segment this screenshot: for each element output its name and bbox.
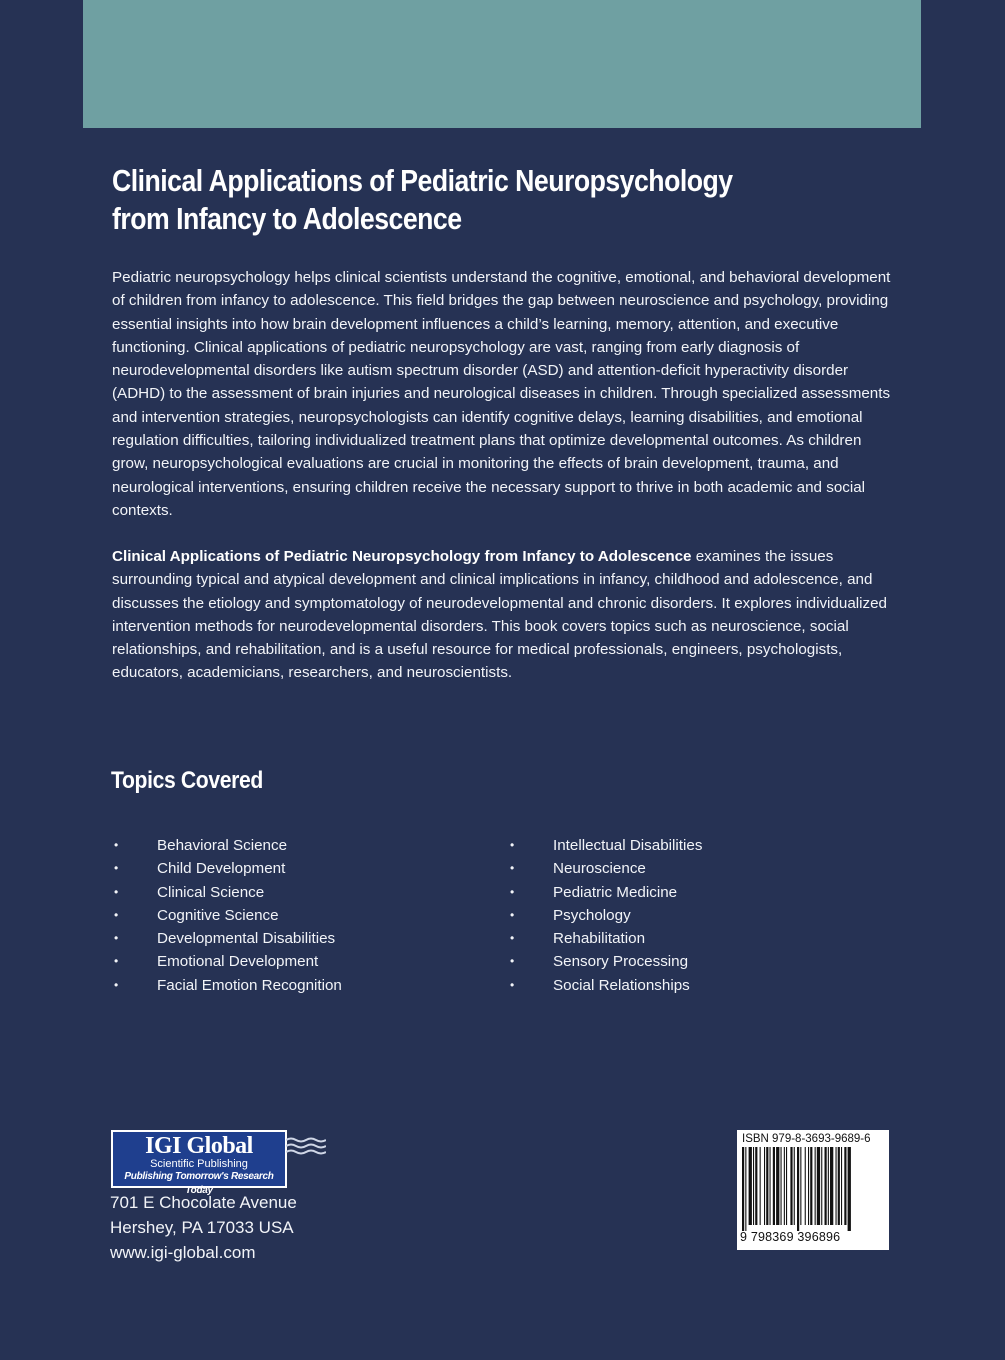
barcode-bar	[825, 1147, 827, 1225]
topics-list-column-1	[114, 834, 342, 997]
barcode-bar	[773, 1147, 775, 1225]
publisher-website: www.igi-global.com	[110, 1243, 256, 1262]
topic-label: Facial Emotion Recognition	[157, 976, 342, 994]
bullet: •	[510, 884, 515, 899]
topic-item	[510, 881, 702, 904]
isbn-label: ISBN 979-8-3693-9689-6	[742, 1133, 871, 1145]
topic-label: Psychology	[553, 906, 631, 924]
topic-item	[114, 950, 342, 973]
barcode-bar	[760, 1147, 761, 1225]
top-color-band	[83, 0, 921, 128]
barcode-bar	[753, 1147, 754, 1225]
bullet: •	[114, 884, 119, 899]
topic-label: Neuroscience	[553, 860, 646, 878]
bullet: •	[510, 931, 515, 946]
barcode-bar	[794, 1147, 795, 1225]
barcode-bar	[844, 1147, 846, 1225]
barcode-bar	[749, 1147, 752, 1225]
topic-label: Emotional Development	[157, 953, 319, 971]
topic-item	[510, 857, 702, 880]
description-paragraph-2	[112, 545, 892, 685]
topic-label: Clinical Science	[157, 883, 265, 901]
barcode-bar	[790, 1147, 792, 1225]
barcode-bar	[797, 1147, 799, 1231]
topic-item	[114, 974, 342, 997]
barcode-bar	[805, 1147, 806, 1225]
topic-item	[510, 974, 702, 997]
barcode-digits: 9 798369 396896	[740, 1230, 841, 1244]
topic-label: Cognitive Science	[157, 906, 279, 924]
barcode-bar	[830, 1147, 833, 1225]
barcode-bar	[784, 1147, 785, 1225]
barcode-bar	[838, 1147, 840, 1225]
topic-item	[114, 904, 342, 927]
topic-item	[510, 950, 702, 973]
barcode-bars	[742, 1147, 882, 1231]
barcode-bar	[800, 1147, 801, 1225]
barcode-bar	[776, 1147, 779, 1225]
description-paragraph-1: Pediatric neuropsychology helps clinical scientists understand the cognitive, emotional, and behavioral development of children from infancy to adolescence. This field bridges the gap between neuroscience and psychology, providing essential insights into how brain development influences a child’s learning, memory, attention, and executive functioning. Clinical applications of pediatric neuropsychology are vast, ranging from early diagnosis of neurodevelopmental disorders like autism spectrum disorder (ASD) and attention-deficit hyperactivity disorder (ADHD) to the assessment of brain injuries and neurological diseases in children. Through specialized assessments and intervention strategies, neuropsychologists can identify cognitive delays, learning disabilities, and emotional regulation difficulties, tailoring individualized treatment plans that optimize developmental outcomes. As children grow, neuropsychological evaluations are crucial in monitoring the effects of brain development, trauma, and neurological interventions, ensuring children receive the necessary support to thrive in both academic and social contexts.	[112, 269, 891, 519]
barcode-bar	[786, 1147, 787, 1225]
topic-item	[510, 834, 702, 857]
wave-icon	[286, 1136, 326, 1162]
igi-global-logo	[111, 1130, 287, 1196]
barcode-bar	[742, 1147, 744, 1231]
description-paragraph-2-text: examines the issues surrounding typical and atypical development and clinical implications in infancy, childhood and adolescence, and discusses the etiology and symptomatology of neurodevelopmental and chronic disorders. It explores individualized intervention methods for neurodevelopmental disorders. This book covers topics such as neuroscience, social relationships, and rehabilitation, and is a useful resource for medical professionals, engineers, psychologists, educators, academicians, researchers, and neuroscientists.	[112, 548, 887, 682]
barcode-bar	[755, 1147, 757, 1225]
topic-label: Rehabilitation	[553, 930, 646, 948]
topic-label: Social Relationships	[553, 976, 690, 994]
barcode-bar	[781, 1147, 782, 1225]
bullet: •	[510, 977, 515, 992]
topic-item	[114, 857, 342, 880]
logo-name: IGI Global	[145, 1133, 253, 1159]
book-title	[112, 162, 886, 238]
barcode-bar	[836, 1147, 837, 1225]
book-title-line-2: from Infancy to Adolescence	[112, 201, 462, 236]
bullet: •	[114, 838, 119, 852]
barcode-bar	[821, 1147, 822, 1225]
barcode-bar	[770, 1147, 771, 1225]
topic-label: Sensory Processing	[553, 953, 689, 971]
topics-list-column-2	[510, 834, 702, 997]
publisher-address	[110, 1190, 297, 1265]
topic-label: Behavioral Science	[157, 837, 288, 854]
book-title-inline: Clinical Applications of Pediatric Neuropsychology from Infancy to Adolescence	[112, 548, 692, 565]
barcode-bar	[848, 1147, 851, 1231]
topics-heading: Topics Covered	[111, 767, 263, 794]
topic-item	[114, 927, 342, 950]
barcode-bar	[810, 1147, 812, 1225]
topic-label: Child Development	[157, 860, 286, 878]
topic-item	[510, 927, 702, 950]
bullet: •	[510, 838, 515, 852]
bullet: •	[510, 861, 515, 876]
bullet: •	[114, 861, 119, 876]
topic-label: Pediatric Medicine	[553, 883, 678, 901]
logo-subtitle: Scientific Publishing	[150, 1158, 248, 1170]
isbn-barcode	[737, 1130, 889, 1250]
topic-label: Developmental Disabilities	[157, 930, 336, 948]
bullet: •	[114, 931, 119, 946]
barcode-bar	[828, 1147, 829, 1225]
barcode-bar	[817, 1147, 820, 1225]
barcode-bar	[815, 1147, 816, 1225]
bullet: •	[114, 907, 119, 922]
bullet: •	[510, 907, 515, 922]
bullet: •	[510, 954, 515, 969]
address-line-2: Hershey, PA 17033 USA	[110, 1218, 294, 1237]
bullet: •	[114, 954, 119, 969]
address-line-1: 701 E Chocolate Avenue	[110, 1193, 297, 1212]
topic-item	[114, 881, 342, 904]
barcode-bar	[841, 1147, 842, 1225]
topic-label: Intellectual Disabilities	[553, 837, 703, 854]
logo-tagline: Publishing Tomorrow's Research Today	[124, 1171, 274, 1196]
barcode-bar	[766, 1147, 768, 1225]
book-title-line-1: Clinical Applications of Pediatric Neuropsychology	[112, 163, 733, 198]
barcode-bar	[808, 1147, 809, 1225]
bullet: •	[114, 977, 119, 992]
barcode-bar	[764, 1147, 765, 1225]
topic-item	[114, 834, 342, 857]
topic-item	[510, 904, 702, 927]
barcode-bar	[745, 1147, 746, 1231]
